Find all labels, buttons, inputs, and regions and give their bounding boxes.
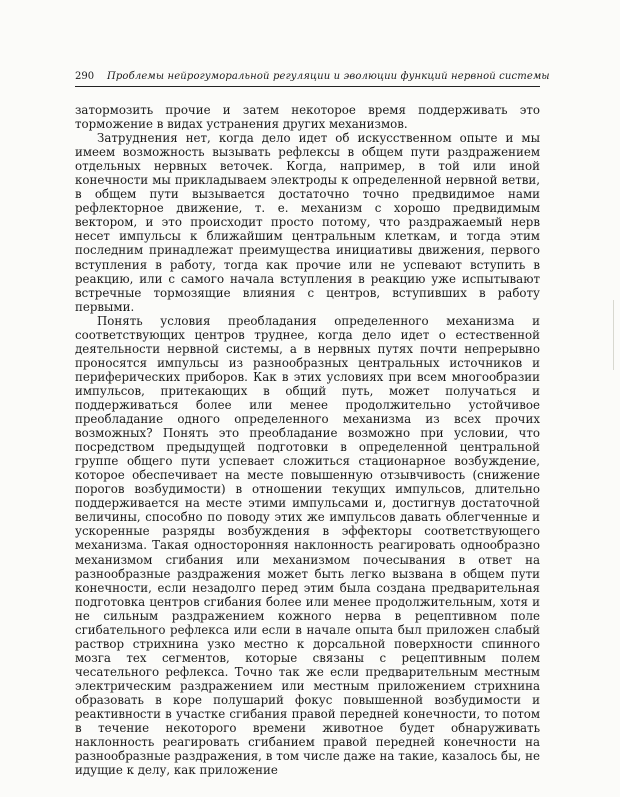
scan-edge-mark <box>613 300 614 370</box>
paragraph-natural-activity: Понять условия преобладания определенного механизма и соответствующих центров труднее, когда дело идет о естественной деятельности нервной системы, а в нервных путях почти непрерывно проносятся импульсы из разнообразных центральных источников и периферических приборов. Как в этих условиях при всем многообразии импульсов, притекающих в общий путь, может получаться и поддерживаться более или менее продолжительно устойчивое преобладание одного определенного механизма из всех прочих возможных? Понять это преобладание возможно при условии, что посредством предыдущей подготовки в определенной центральной группе общего пути успевает сложиться стационарное возбуждение, которое обеспечивает на месте повышенную отзывчивость (снижение порогов возбудимости) в отношении текущих импульсов, длительно поддерживается на месте этими импульсами и, достигнув достаточной величины, способно по поводу этих же импульсов давать облегченные и ускоренные разряды возбуждения в эффекторы соответствующего механизма. Такая односторонняя наклонность реагировать однообразно механизмом сгибания или механизмом почесывания в ответ на разнообразные раздражения может быть легко вызвана в общем пути конечности, если незадолго перед этим была создана предварительная подготовка центров сгибания более или менее продолжительным, хотя и не сильным раздражением кожного нерва в рецептивном поле сгибательного рефлекса или если в начале опыта был приложен слабый раствор стрихнина узко местно к дорсальной поверхности спинного мозга тех сегментов, которые связаны с рецептивным полем чесательного рефлекса. Точно так же если предварительным местным электрическим раздражением или местным приложением стрихнина образовать в коре полушарий фокус повышенной возбудимости и реактивности в участке сгибания правой передней конечности, то потом в течение некоторого времени животное будет обнаруживать наклонность реагировать сгибанием правой передней конечности на разнообразные раздражения, в том числе даже на такие, казалось бы, не идущие к делу, как приложение <box>75 313 540 778</box>
body-text <box>75 103 540 777</box>
paragraph-continuation: затормозить прочие и затем некоторое время поддерживать это торможение в видах устранения других механизмов. <box>75 103 540 132</box>
paragraph-artificial-experiment: Затруднения нет, когда дело идет об искусственном опыте и мы имеем возможность вызывать рефлексы в общем пути раздражением отдельных нервных веточек. Когда, например, в той или иной конечности мы прикладываем электроды к определенной нервной ветви, в общем пути вызывается достаточно точно предвидимое нами рефлекторное движение, т. е. механизм с хорошо предвидимым вектором, и это происходит просто потому, что раздражаемый нерв несет импульсы к ближайшим центральным клеткам, и тогда этим последним принадлежат преимущества инициативы движения, первого вступления в работу, тогда как прочие или не успевают вступить в реакцию, или с самого начала вступления в реакцию уже испытывают встречные тормозящие влияния с центров, вступивших в работу первыми. <box>75 131 540 314</box>
page-number: 290 <box>75 71 95 82</box>
running-title: Проблемы нейрогуморальной регуляции и эволюции функций нервной системы <box>107 71 550 82</box>
page-header <box>75 68 550 87</box>
